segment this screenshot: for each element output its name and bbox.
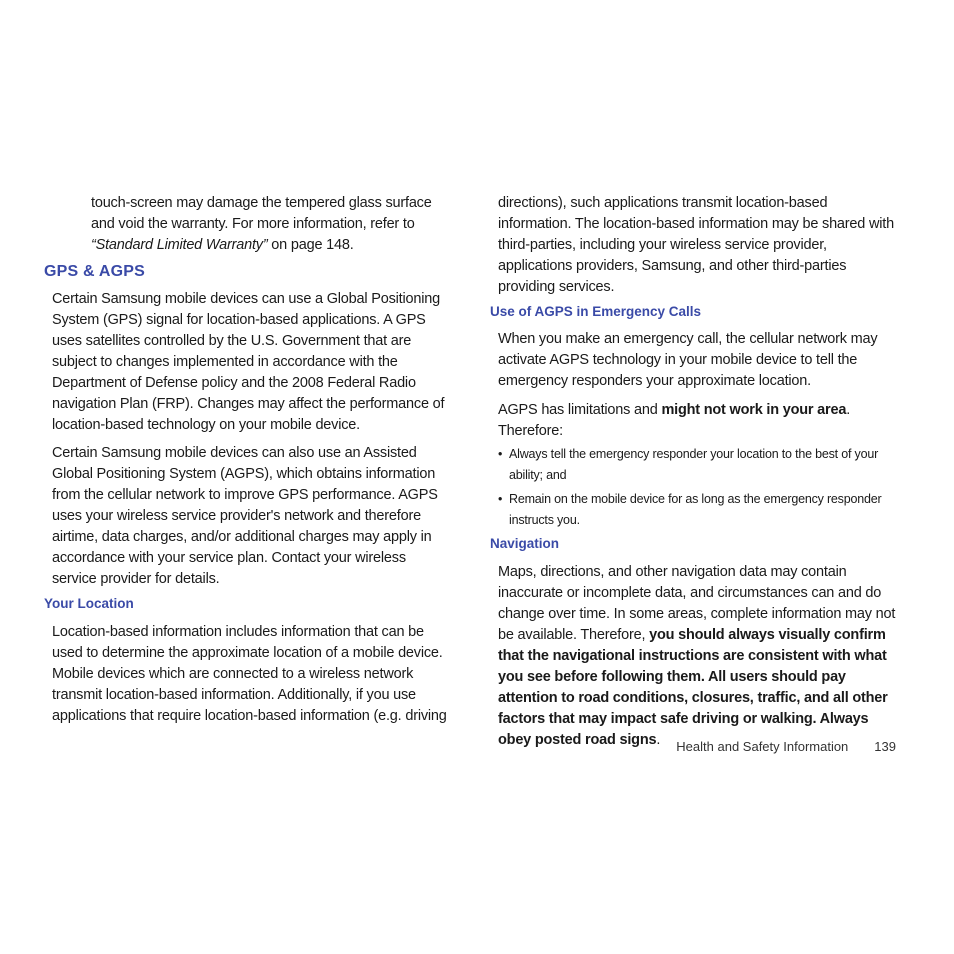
footer-section-title: Health and Safety Information bbox=[676, 739, 849, 754]
your-location-heading: Your Location bbox=[44, 596, 134, 611]
intro-paragraph bbox=[44, 193, 454, 256]
bullet-item bbox=[490, 444, 900, 486]
page-number: 139 bbox=[874, 739, 896, 754]
bullet-text: Always tell the emergency responder your location to the best of your ability; and bbox=[509, 447, 879, 482]
location-paragraph-continued: directions), such applications transmit location-based information. The location-based information may be shared with third-parties, including your wireless service provider, applications providers, Samsung, and other third-parties providing services. bbox=[498, 195, 894, 295]
bullet-dot: • bbox=[498, 492, 503, 506]
gps-paragraph: Certain Samsung mobile devices can use a Global Positioning System (GPS) signal for location-based applications. A GPS uses satellites controlled by the U.S. Government that are subject to changes implemented in accordance with the Department of Defense policy and the 2008 Federal Radio navigation Plan (FRP). Changes may affect the performance of location-based technology on your mobile device. bbox=[52, 291, 445, 433]
agps-paragraph: Certain Samsung mobile devices can also use an Assisted Global Positioning System (AGPS), which obtains information from the cellular network to improve GPS performance. AGPS uses your wireless service provider's network and therefore airtime, data charges, and/or additional charges may apply in accordance with your service plan. Contact your wireless service provider for details. bbox=[52, 445, 438, 587]
location-paragraph: Location-based information includes information that can be used to determine the approximate location of a mobile device. Mobile devices which are connected to a wireless network transmit location-based information. Additionally, if you use applications that require location-based information (e.g. driving bbox=[52, 624, 447, 724]
page-reference: on page 148. bbox=[267, 237, 354, 253]
bullet-dot: • bbox=[498, 447, 503, 461]
limitations-paragraph bbox=[490, 400, 900, 442]
limitations-start: AGPS has limitations and bbox=[498, 402, 662, 418]
warranty-reference: “Standard Limited Warranty” bbox=[91, 237, 268, 253]
navigation-paragraph bbox=[490, 562, 900, 751]
limitations-end: . Therefore: bbox=[498, 402, 851, 439]
navigation-end: . bbox=[656, 732, 661, 748]
intro-line-1: touch-screen may damage the tempered glass surface bbox=[91, 195, 432, 211]
gps-agps-heading: GPS & AGPS bbox=[44, 263, 145, 280]
right-column bbox=[490, 193, 900, 751]
page-footer bbox=[676, 737, 896, 757]
limitations-bold: might not work in your area bbox=[661, 402, 847, 418]
emergency-paragraph: When you make an emergency call, the cellular network may activate AGPS technology in your mobile device to tell the emergency responders your approximate location. bbox=[498, 331, 878, 389]
navigation-warning: you should always visually confirm that the navigational instructions are consistent with what you see before following them. All users should pay attention to road conditions, closures, traffic, and all other factors that may impact safe driving or walking. Always obey posted road signs bbox=[498, 627, 888, 748]
emergency-calls-heading: Use of AGPS in Emergency Calls bbox=[490, 304, 702, 319]
bullet-text: Remain on the mobile device for as long as the emergency responder instructs you. bbox=[509, 492, 882, 527]
left-column bbox=[44, 193, 454, 727]
intro-line-2: and void the warranty. For more information, refer to bbox=[91, 216, 415, 232]
navigation-text: Maps, directions, and other navigation data may contain inaccurate or incomplete data, and circumstances can and do change over time. In some areas, complete information may not be available. Therefore, bbox=[498, 564, 896, 643]
bullet-item bbox=[490, 489, 900, 531]
navigation-heading: Navigation bbox=[490, 536, 560, 551]
